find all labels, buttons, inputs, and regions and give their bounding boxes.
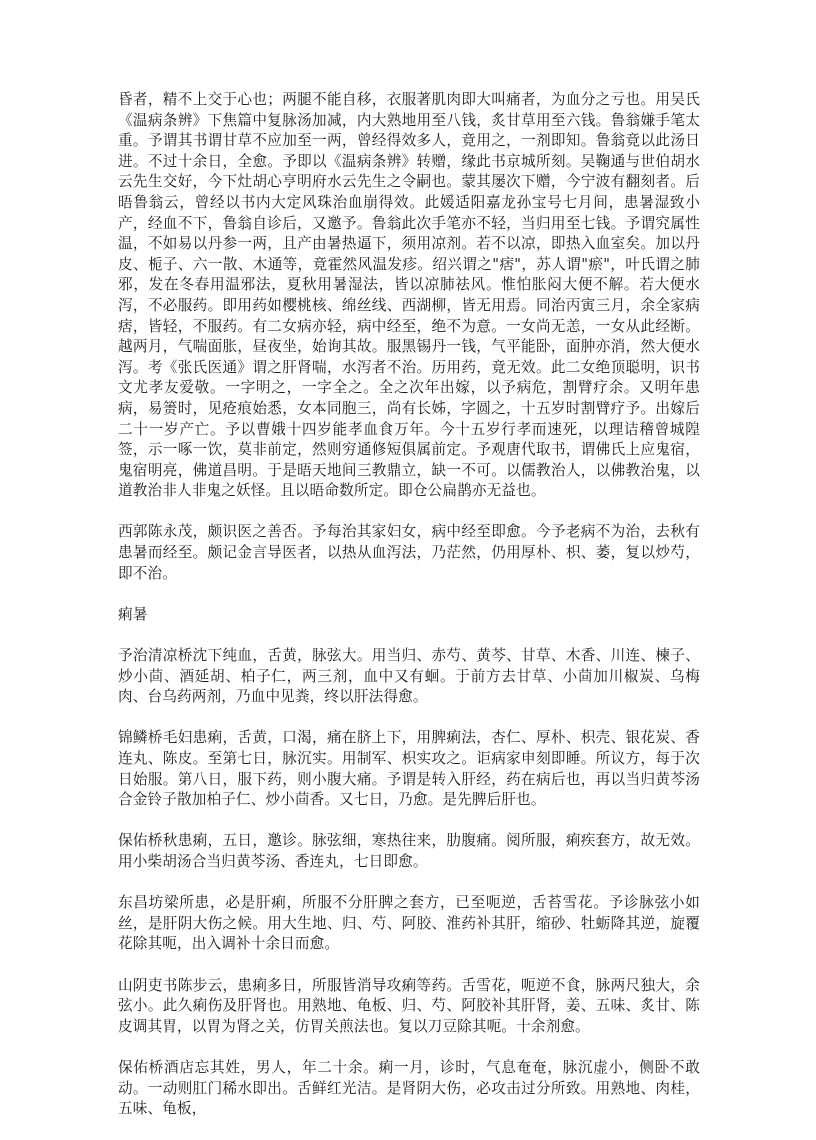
case-paragraph-5: 山阴吏书陈步云，患痢多日，所服皆消导攻痢等药。舌雪花，呃逆不食，脉两尺独大，余弦小。此久痢伤及肝肾也。用熟地、龟板、归、芍、阿胶补其肝肾，姜、五味、炙甘、陈皮调其胃，以胃为肾之关，仿胃关煎法也。复以刀豆除其呃。十余剂愈。 <box>118 976 700 1035</box>
case-paragraph-1: 予治清凉桥沈下纯血，舌黄，脉弦大。用当归、赤芍、黄芩、甘草、木香、川连、楝子、炒小茴、酒延胡、柏子仁，两三剂，血中又有蛔。于前方去甘草、小茴加川椒炭、乌梅肉、台乌药两剂，乃血中见粪，终以肝法得愈。 <box>118 647 700 706</box>
case-paragraph-3: 保佑桥秋患痢，五日，邀诊。脉弦细，寒热往来，肋腹痛。阅所服，痢疾套方，故无效。用小柴胡汤合当归黄芩汤、香连丸，七日即愈。 <box>118 832 700 870</box>
document-page <box>118 90 700 1140</box>
section-heading: 痢暑 <box>118 605 148 623</box>
case-paragraph-2: 锦鳞桥毛妇患痢，舌黄，口渴，痛在脐上下，用脾痢法，杏仁、厚朴、枳壳、银花炭、香连丸、陈皮。至第七日，脉沉实。用制军、枳实攻之。讵病家申刻即睡。所议方，每于次日始服。第八日，服下药，则小腹大痛。予谓是转入肝经，药在病后也，再以当归黄芩汤合金铃子散加柏子仁、炒小茴香。又七日，乃愈。是先脾后肝也。 <box>118 729 700 809</box>
case-paragraph-6: 保佑桥酒店忘其姓，男人，年二十余。痢一月，诊时，气息奄奄，脉沉虚小，侧卧不敢动。一动则肛门稀水即出。舌鲜红光洁。是肾阴大伤，必攻击过分所致。用熟地、肉桂，五味、龟板， <box>118 1058 700 1118</box>
body-paragraph-2: 西郭陈永茂，颇识医之善否。予每治其家妇女，病中经至即愈。今予老病不为治，去秋有患暑而经至。颇记金言导医者，以热从血泻法，乃茫然，仍用厚朴、枳、萎，复以炒芍，即不治。 <box>118 523 700 582</box>
case-paragraph-4: 东昌坊梁所患，必是肝痢，所服不分肝脾之套方，已至呃逆，舌苔雪花。予诊脉弦小如丝，是肝阴大伤之候。用大生地、归、芍、阿胶、淮药补其肝，缩砂、牡蛎降其逆，旋覆花除其呃，出入调补十余日而愈。 <box>118 894 700 953</box>
body-paragraph-1: 昏者，精不上交于心也；两腿不能自移，衣服著肌肉即大叫痛者，为血分之亏也。用吴氏《温病条辨》下焦篇中复脉汤加减，内大熟地用至八钱，炙甘草用至六钱。鲁翁嫌手笔太重。予谓其书谓甘草不应加至一两，曾经得效多人，竟用之，一剂即知。鲁翁竟以此汤日进。不过十余日，全愈。予即以《温病条辨》转赠，缘此书京城所刻。吴鞠通与世伯胡水云先生交好，今下灶胡心亨明府水云先生之令嗣也。蒙其屡次下赠，今宁波有翻刻者。后晤鲁翁云，曾经以书内大定风珠治血崩得效。此媛适阳嘉龙孙宝号七月间，患暑湿致小产，经血不下，鲁翁自诊后，又邀予。鲁翁此次手笔亦不轻，当归用至七钱。予谓究属性温，不如易以丹参一两，且产由暑热逼下，须用凉剂。若不以凉，即热入血室矣。加以丹皮、栀子、六一散、木通等，竟霍然风温发疹。绍兴谓之"痞"，苏人谓"瘀"，叶氏谓之肺邪，发在冬春用温邪法，夏秋用暑湿法，皆以凉肺祛风。惟怕胀闷大便不解。若大便水泻，不必服药。即用药如樱桃核、绵丝线、西湖柳，皆无用焉。同治丙寅三月，余全家病痞，皆轻，不服药。有二女病亦轻，病中经至，绝不为意。一女尚无恙，一女从此经断。越两月，气喘面胀，昼夜坐，始询其故。服黑锡丹一钱，气平能卧，面肿亦消，然大便水泻。考《张氏医通》谓之肝肾喘，水泻者不治。历用药，竟无效。此二女绝顶聪明，识书文尤孝友爱敬。一字明之，一字全之。全之次年出嫁，以予病危，割臂疗余。又明年患病，易箦时，见疮痕始悉，女本同胞三，尚有长姊，字圆之，十五岁时割臂疗予。出嫁后二十一岁产亡。予以曹娥十四岁能孝血食万年。今十五岁行孝而速死，以理诘稽曾城隍签，示一啄一饮，莫非前定，然则穷通修短俱属前定。予观唐代取书，谓佛氏上应鬼宿，鬼宿明亮，佛道昌明。于是晤天地间三教鼎立，缺一不可。以儒教治人，以佛教治鬼，以道教治非人非鬼之妖怪。且以晤命数所定。即仓公扁鹊亦无益也。 <box>118 91 700 500</box>
